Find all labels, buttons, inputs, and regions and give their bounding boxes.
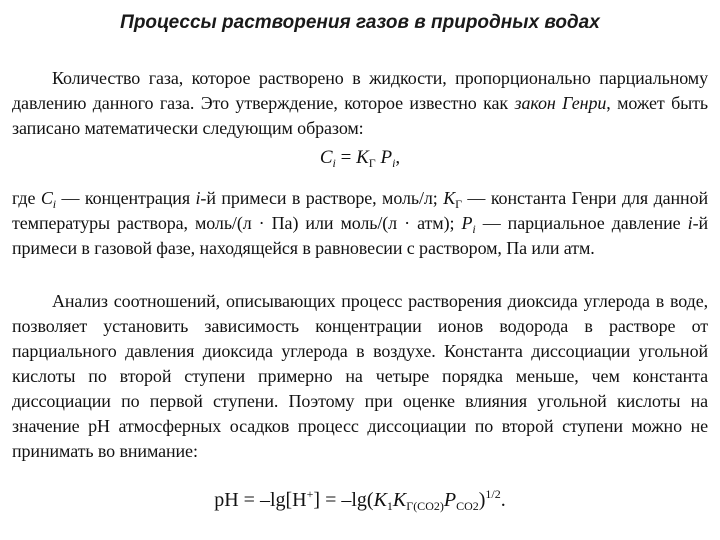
sub-g-co2: Г(CO2) [406, 499, 444, 513]
sub-i: i [52, 197, 56, 211]
ph-lhs: pH = –lg[H [214, 489, 307, 511]
var-p: P [443, 489, 457, 511]
formula-ph [0, 489, 720, 512]
var-k: K [443, 188, 456, 208]
var-i: i [687, 213, 693, 233]
text: Количество газа, которое растворено в жидкости, пропорционально парциальному давлению данного газа. Это утверждение, которое известно как [12, 68, 708, 113]
paragraph-henry-law [12, 66, 708, 141]
text: — концентрация [55, 188, 196, 208]
var-k: K [356, 147, 369, 168]
paragraph-co2-analysis [12, 289, 708, 464]
var-p: P [375, 147, 393, 168]
sub-i: i [472, 222, 476, 236]
text: , может быть записано математически следующим образом: [12, 93, 709, 138]
comma: , [395, 147, 401, 168]
var-k1: K [373, 489, 387, 511]
var-c: C [40, 188, 53, 208]
var-c: C [319, 147, 333, 168]
slide-title: Процессы растворения газов в природных водах [120, 12, 600, 33]
ph-mid: ] = –lg( [313, 489, 374, 511]
var-p: P [461, 213, 473, 233]
text: — константа Генри для данной температуры раствора, моль/(л · Па) или моль/(л · атм); [12, 188, 709, 233]
text: -й примеси в газовой фазе, находящейся в равновесии с раствором, Па или атм. [12, 213, 708, 258]
exponent: 1/2 [485, 487, 501, 501]
sub-g: Г [455, 197, 462, 211]
formula-henry [0, 147, 720, 169]
text: Анализ соотношений, описывающих процесс растворения диоксида углерода в воде, позволяет установить зависимость концентрации ионов водорода в растворе от парциального давления диоксида углерода в воздухе. Константа диссоциации угольной кислоты по второй ступени примерно на четыре порядка меньше, чем константа диссоциации по первой ступени. Поэтому при оценке влияния угольной кислоты на значение pH атмосферных осадков процесс диссоциации по второй ступени можно не принимать во внимание: [12, 291, 708, 461]
sub-i: i [392, 156, 396, 170]
text: -й примеси в растворе, моль/л; [200, 188, 444, 208]
sub-i: i [332, 156, 336, 170]
sub-1: 1 [386, 499, 393, 513]
equals: = [335, 147, 357, 168]
text: где [12, 188, 41, 208]
sub-co2: CO2 [456, 499, 479, 513]
law-name: закон Генри [514, 93, 607, 113]
sub-g: Г [368, 156, 376, 170]
paragraph-definitions [12, 186, 708, 261]
var-i: i [195, 188, 201, 208]
var-k: K [392, 489, 407, 511]
h-plus: + [306, 487, 314, 501]
paren-close: ) [478, 489, 486, 511]
period: . [500, 489, 506, 511]
text: — парциальное давление [475, 213, 688, 233]
